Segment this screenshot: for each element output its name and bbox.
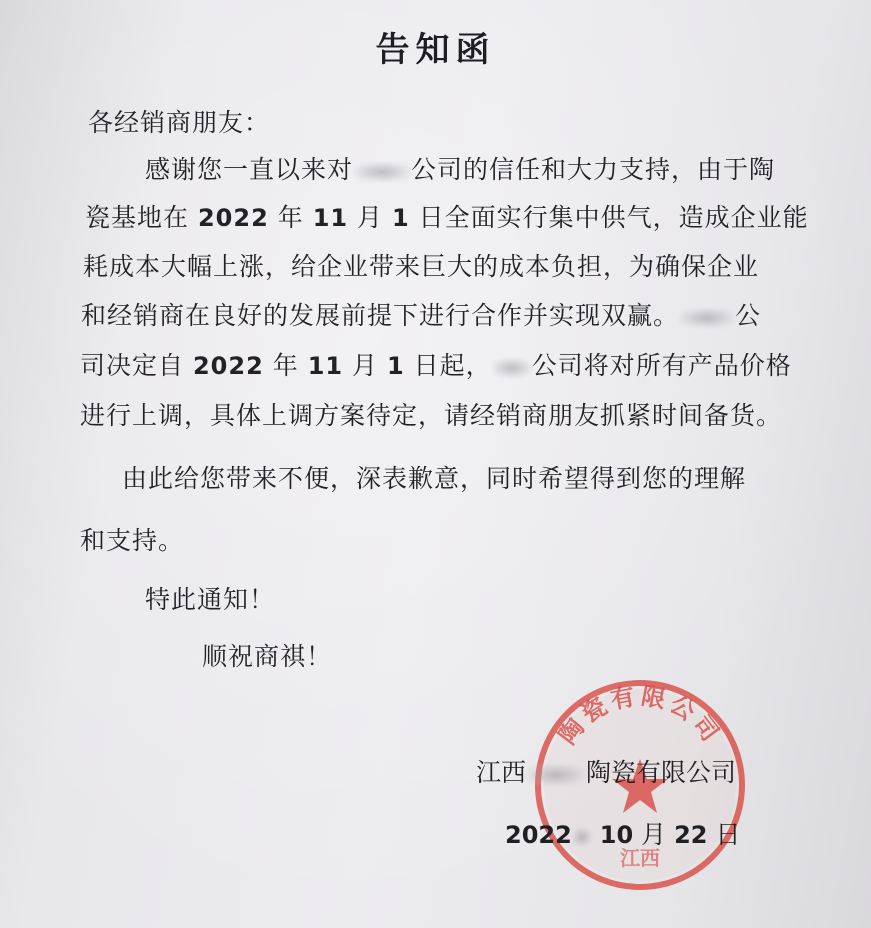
seal-text-bottom: 江西 [620, 846, 660, 870]
body-text: 和经销商在良好的发展前提下进行合作并实现双赢。 [81, 301, 680, 330]
closing-regards: 顺祝商祺！ [202, 642, 333, 671]
body-line-7: 由此给您带来不便，深表歉意，同时希望得到您的理解 [122, 464, 747, 493]
body-text: 年 [277, 203, 304, 232]
body-line-4 [81, 296, 761, 332]
body-line-6: 进行上调，具体上调方案待定，请经销商朋友抓紧时间备货。 [80, 401, 783, 430]
date-year: 2022 [505, 821, 572, 849]
seal-text-top: 陶瓷有限公司 [552, 680, 728, 750]
year-number: 2022 [197, 204, 269, 232]
date-day-word: 日 [715, 820, 741, 849]
company-suffix: 陶瓷有限公司 [586, 758, 737, 787]
body-line-2 [85, 198, 809, 234]
signature-company [476, 753, 736, 789]
year-number: 2022 [192, 352, 264, 380]
body-line-1 [145, 150, 775, 186]
body-text: 月 [357, 203, 384, 232]
date-day: 22 [674, 821, 708, 849]
body-text: 公司的信任和大力支持，由于陶 [411, 155, 776, 184]
salutation: 各经销商朋友： [88, 108, 271, 137]
day-number: 1 [392, 204, 410, 232]
redacted-name [353, 162, 411, 182]
redacted-name [492, 358, 532, 378]
body-text: 公司将对所有产品价格 [531, 351, 792, 380]
day-number: 1 [387, 352, 405, 380]
redacted-name [526, 764, 586, 786]
body-text: 年 [272, 351, 299, 380]
date-month-word: 月 [641, 820, 667, 849]
body-line-5 [80, 346, 792, 382]
company-prefix: 江西 [476, 758, 527, 787]
month-number: 11 [312, 204, 349, 232]
body-text: 月 [352, 351, 379, 380]
page-title: 告知函 [375, 30, 496, 70]
body-text: 日全面实行集中供气，造成企业能 [418, 203, 809, 232]
body-text: 日起， [413, 351, 492, 380]
month-number: 11 [307, 352, 344, 380]
redacted-mark [572, 827, 592, 847]
body-text: 司决定自 [80, 351, 185, 380]
signature-date [505, 815, 740, 851]
body-line-3: 耗成本大幅上涨，给企业带来巨大的成本负担，为确保企业 [83, 252, 760, 281]
body-text: 公 [735, 301, 762, 330]
date-month: 10 [599, 821, 634, 849]
body-text: 感谢您一直以来对 [145, 155, 354, 184]
redacted-name [679, 308, 735, 328]
closing-notice: 特此通知！ [145, 585, 276, 614]
body-text: 瓷基地在 [85, 203, 190, 232]
body-line-8: 和支持。 [80, 526, 185, 555]
